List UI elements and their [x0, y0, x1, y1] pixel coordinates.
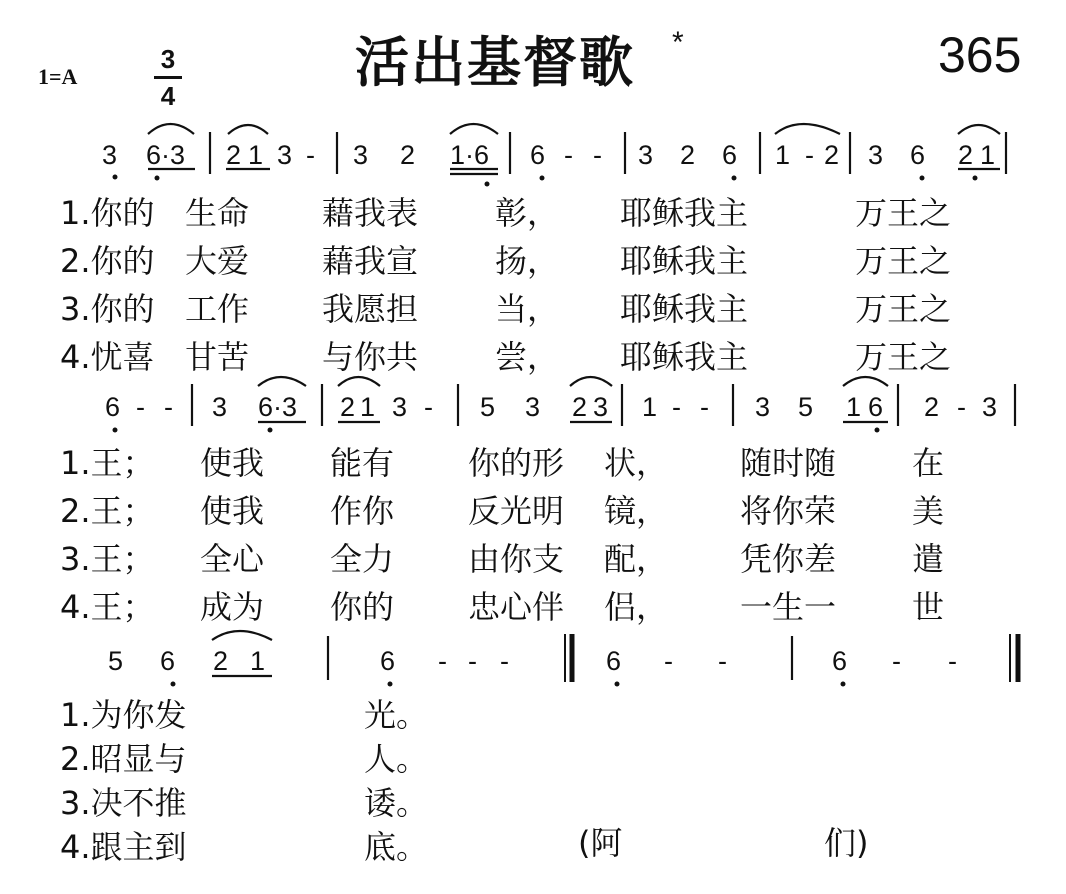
lyric-verse-2-word-2: 人。: [364, 740, 429, 778]
notation-line-3: [0, 618, 1066, 698]
svg-text:5: 5: [798, 392, 814, 422]
slur: [148, 124, 194, 134]
octave-dot: [973, 176, 978, 181]
note: 6·3: [146, 140, 186, 170]
svg-text:6: 6: [832, 646, 848, 676]
svg-text:-: -: [718, 646, 727, 676]
svg-text:2: 2: [213, 646, 229, 676]
note: 3: [277, 140, 293, 170]
svg-text:2: 2: [924, 392, 940, 422]
svg-text:1: 1: [250, 646, 266, 676]
lyric-verse-4-word-2: 甘苦: [185, 338, 250, 376]
lyric-verse-1-word-7: 在: [912, 444, 945, 482]
lyric-verse-1-word-2: 光。: [364, 696, 429, 734]
lyric-verse-4-word-6: 一生一: [740, 588, 837, 626]
lyric-verse-1-word-1: 1.你的: [60, 194, 155, 232]
lyric-verse-1-word-4: 你的形: [468, 444, 565, 482]
lyric-verse-1-word-2: 生命: [185, 194, 250, 232]
note: -: [593, 140, 602, 170]
octave-dot: [155, 176, 160, 181]
svg-text:3: 3: [212, 392, 228, 422]
lyric-verse-3-word-2: 诿。: [364, 784, 429, 822]
amen-left: (阿: [578, 824, 623, 862]
notation-line-1: [0, 112, 1066, 192]
lyric-verse-4-word-4: 尝，: [495, 338, 560, 376]
note: 6: [910, 140, 926, 170]
octave-dot: [113, 175, 118, 180]
note: 2: [226, 140, 242, 170]
lyric-verse-2-word-1: 2.王；: [60, 492, 155, 530]
lyric-verse-3-word-7: 遣: [912, 540, 945, 578]
lyric-verse-2-word-6: 万王之: [855, 242, 952, 280]
note: 1: [248, 140, 264, 170]
svg-text:-: -: [700, 392, 709, 422]
note: 3: [868, 140, 884, 170]
svg-text:-: -: [468, 646, 477, 676]
time-signature-top: 3: [160, 44, 176, 74]
lyric-verse-3-word-5: 配，: [604, 540, 669, 578]
svg-text:3: 3: [755, 392, 771, 422]
lyric-verse-1-word-1: 1.王；: [60, 444, 155, 482]
lyric-verse-4-word-3: 与你共: [322, 338, 419, 376]
svg-text:6: 6: [868, 392, 884, 422]
octave-dot: [732, 176, 737, 181]
lyric-verse-3-word-3: 全力: [330, 540, 395, 578]
lyric-verse-1-word-1: 1.为你发: [60, 696, 187, 734]
key-signature: 1=A: [38, 64, 78, 89]
note: 2: [400, 140, 416, 170]
note: 2: [824, 140, 840, 170]
lyric-verse-1-word-6: 万王之: [855, 194, 952, 232]
lyric-verse-3-word-4: 由你支: [468, 540, 565, 578]
lyric-verse-2-word-7: 美: [912, 492, 945, 530]
lyric-verse-3-word-5: 耶稣我主: [620, 290, 749, 328]
lyric-verse-4-word-1: 4.王；: [60, 588, 155, 626]
slur: [450, 124, 498, 134]
lyric-verse-1-word-3: 能有: [330, 444, 395, 482]
lyric-verse-3-word-1: 3.王；: [60, 540, 155, 578]
lyric-verse-2-word-3: 作你: [330, 492, 395, 530]
svg-text:-: -: [672, 392, 681, 422]
note: 1: [775, 140, 791, 170]
lyric-verse-2-word-3: 藉我宣: [322, 242, 419, 280]
svg-text:-: -: [892, 646, 901, 676]
note: 2: [958, 140, 974, 170]
lyric-verse-1-word-3: 藉我表: [322, 194, 419, 232]
lyric-verse-2-word-2: 使我: [200, 492, 265, 530]
notation-line-2: [0, 366, 1066, 446]
lyric-verse-3-word-1: 3.决不推: [60, 784, 187, 822]
lyric-verse-3-word-4: 当，: [495, 290, 560, 328]
lyric-verse-2-word-5: 耶稣我主: [620, 242, 749, 280]
lyric-verse-2-word-4: 反光明: [468, 492, 565, 530]
note: 6: [530, 140, 546, 170]
note: 2: [680, 140, 696, 170]
svg-text:6: 6: [380, 646, 396, 676]
svg-text:-: -: [500, 646, 509, 676]
lyric-verse-2-word-6: 将你荣: [740, 492, 837, 530]
svg-text:6: 6: [606, 646, 622, 676]
lyric-verse-3-word-2: 全心: [200, 540, 265, 578]
note: -: [805, 140, 814, 170]
fraction-bar: [154, 76, 182, 79]
slur: [775, 124, 840, 134]
svg-text:-: -: [948, 646, 957, 676]
lyric-verse-4-word-4: 忠心伴: [468, 588, 565, 626]
octave-dot: [920, 176, 925, 181]
lyric-verse-4-word-2: 成为: [200, 588, 265, 626]
lyric-verse-2-word-1: 2.昭显与: [60, 740, 187, 778]
svg-text:5: 5: [480, 392, 496, 422]
time-signature-bottom: 4: [160, 81, 176, 111]
svg-text:3: 3: [392, 392, 408, 422]
amen-right: 们): [824, 824, 869, 862]
lyric-verse-3-word-1: 3.你的: [60, 290, 155, 328]
note: -: [306, 140, 315, 170]
lyric-verse-1-word-4: 彰，: [495, 194, 560, 232]
svg-text:1: 1: [846, 392, 862, 422]
note: 3: [102, 140, 118, 170]
lyric-verse-2-word-2: 大爱: [185, 242, 250, 280]
lyric-verse-1-word-6: 随时随: [740, 444, 837, 482]
note: 3: [638, 140, 654, 170]
svg-text:1: 1: [642, 392, 658, 422]
lyric-verse-4-word-5: 耶稣我主: [620, 338, 749, 376]
svg-text:6·3: 6·3: [258, 392, 298, 422]
octave-dot: [540, 176, 545, 181]
lyric-verse-4-word-7: 世: [912, 588, 945, 626]
lyric-verse-3-word-2: 工作: [185, 290, 250, 328]
svg-text:-: -: [664, 646, 673, 676]
svg-text:3: 3: [593, 392, 609, 422]
svg-text:3: 3: [525, 392, 541, 422]
svg-text:-: -: [164, 392, 173, 422]
lyric-verse-4-word-2: 底。: [364, 828, 429, 866]
lyric-verse-3-word-6: 凭你差: [740, 540, 837, 578]
lyric-verse-2-word-1: 2.你的: [60, 242, 155, 280]
lyric-verse-1-word-5: 状，: [604, 444, 669, 482]
svg-text:-: -: [136, 392, 145, 422]
slur: [228, 125, 268, 134]
lyric-verse-2-word-5: 镜，: [604, 492, 669, 530]
lyric-verse-4-word-5: 侣，: [604, 588, 669, 626]
svg-text:-: -: [424, 392, 433, 422]
lyric-verse-4-word-1: 4.跟主到: [60, 828, 187, 866]
svg-text:1: 1: [360, 392, 376, 422]
hymn-number: 365: [938, 27, 1022, 83]
lyric-verse-4-word-1: 4.忧喜: [60, 338, 155, 376]
note: 1·6: [450, 140, 490, 170]
slur: [958, 125, 1000, 134]
octave-dot: [485, 182, 490, 187]
svg-text:-: -: [957, 392, 966, 422]
note: 6: [722, 140, 738, 170]
svg-text:5: 5: [108, 646, 124, 676]
lyric-verse-1-word-2: 使我: [200, 444, 265, 482]
svg-text:-: -: [438, 646, 447, 676]
svg-text:6: 6: [160, 646, 176, 676]
lyric-verse-2-word-4: 扬，: [495, 242, 560, 280]
hymn-title: 活出基督歌: [355, 31, 635, 94]
note: 1: [980, 140, 996, 170]
lyric-verse-4-word-3: 你的: [330, 588, 395, 626]
title-mark: *: [672, 26, 684, 59]
time-signature: [150, 44, 186, 111]
lyric-verse-4-word-6: 万王之: [855, 338, 952, 376]
svg-text:2: 2: [340, 392, 356, 422]
svg-text:2: 2: [572, 392, 588, 422]
svg-text:6: 6: [105, 392, 121, 422]
note: -: [564, 140, 573, 170]
svg-text:3: 3: [982, 392, 998, 422]
lyric-verse-1-word-5: 耶稣我主: [620, 194, 749, 232]
lyric-verse-3-word-6: 万王之: [855, 290, 952, 328]
lyric-verse-3-word-3: 我愿担: [322, 290, 419, 328]
note: 3: [353, 140, 369, 170]
